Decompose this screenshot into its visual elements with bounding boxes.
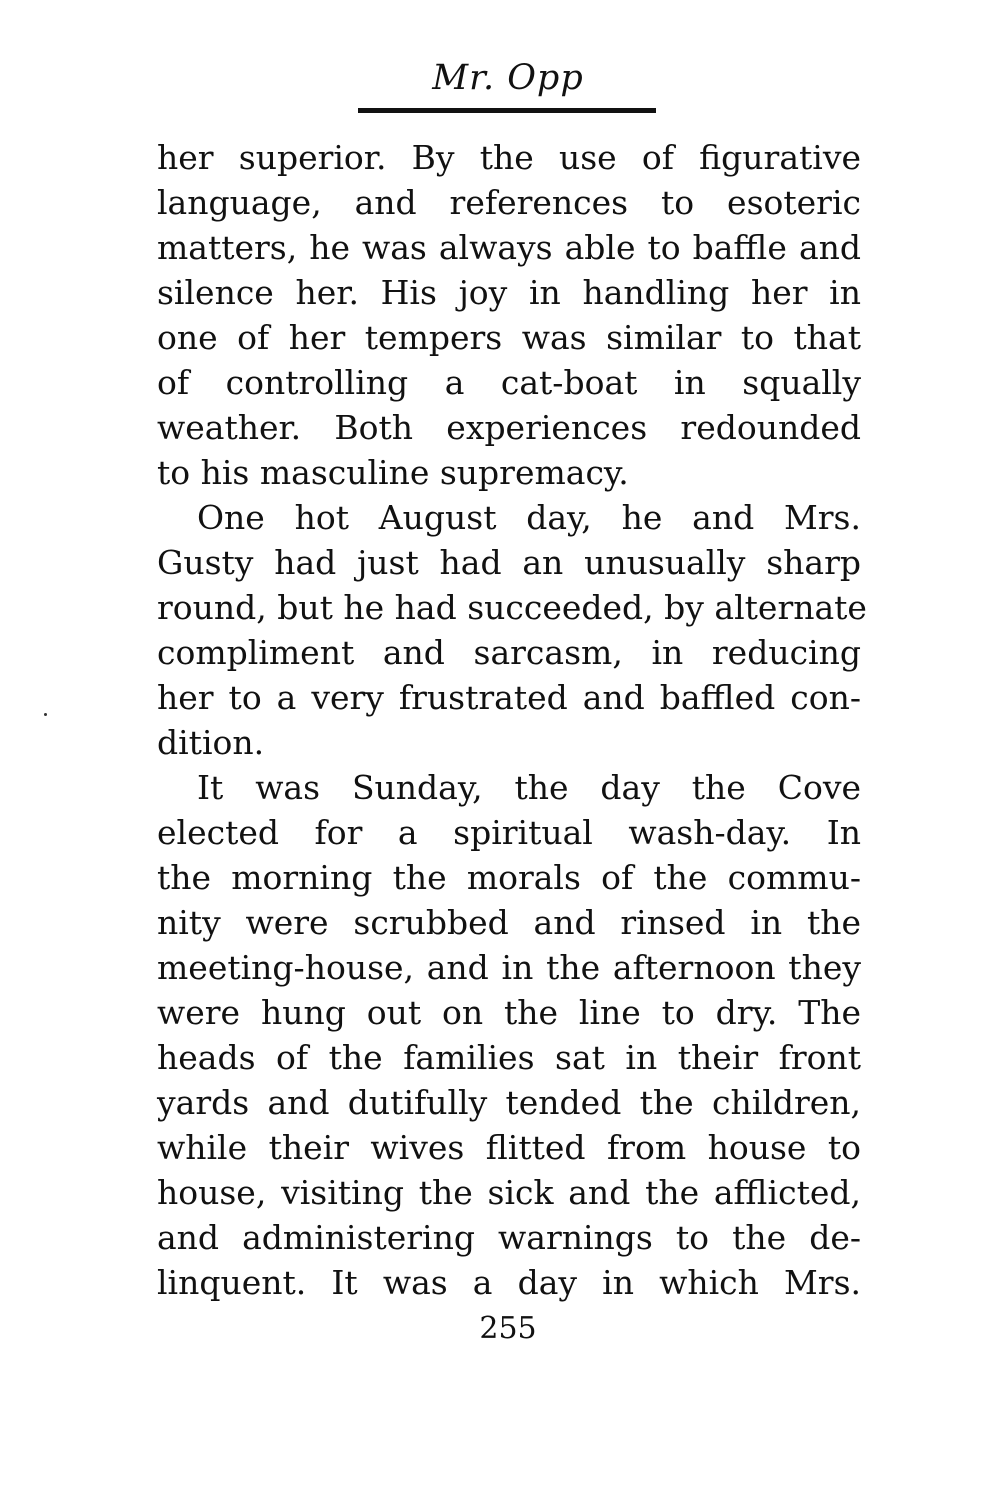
text-line: dition.	[157, 723, 265, 762]
text-line: matters, he was always able to baffle and	[157, 228, 861, 267]
text-line: heads of the families sat in their front	[157, 1038, 861, 1077]
text-line: linquent. It was a day in which Mrs.	[157, 1263, 861, 1302]
text-line: language, and references to esoteric	[157, 183, 861, 222]
text-line: silence her. His joy in handling her in	[157, 273, 861, 312]
text-line: her superior. By the use of figurative	[157, 138, 861, 177]
text-line: round, but he had succeeded, by alternate	[157, 588, 867, 627]
body-text	[157, 135, 867, 1305]
text-line: and administering warnings to the de-	[157, 1218, 861, 1257]
text-line: One hot August day, he and Mrs.	[197, 498, 861, 537]
text-line: while their wives flitted from house to	[157, 1128, 861, 1167]
text-line: house, visiting the sick and the afflicted,	[157, 1173, 861, 1212]
scan-speck	[44, 713, 47, 716]
text-line: It was Sunday, the day the Cove	[197, 768, 861, 807]
text-line: compliment and sarcasm, in reducing	[157, 633, 861, 672]
text-line: nity were scrubbed and rinsed in the	[157, 903, 861, 942]
text-line: elected for a spiritual wash-day. In	[157, 813, 861, 852]
text-line: to his masculine supremacy.	[157, 453, 629, 492]
text-line: meeting-house, and in the afternoon they	[157, 948, 861, 987]
text-line: one of her tempers was similar to that	[157, 318, 861, 357]
page-number: 255	[479, 1311, 537, 1346]
text-line: weather. Both experiences redounded	[157, 408, 861, 447]
text-line: the morning the morals of the commu-	[157, 858, 861, 897]
text-line: yards and dutifully tended the children,	[157, 1083, 861, 1122]
header-rule	[358, 108, 656, 113]
running-head: Mr. Opp	[432, 58, 584, 98]
text-line: were hung out on the line to dry. The	[157, 993, 861, 1032]
paragraph-1	[157, 135, 861, 495]
text-line: Gusty had just had an unusually sharp	[157, 543, 861, 582]
paragraph-2	[157, 495, 867, 765]
paragraph-3	[157, 765, 861, 1305]
text-line: of controlling a cat-boat in squally	[157, 363, 861, 402]
text-line: her to a very frustrated and baffled con-	[157, 678, 861, 717]
